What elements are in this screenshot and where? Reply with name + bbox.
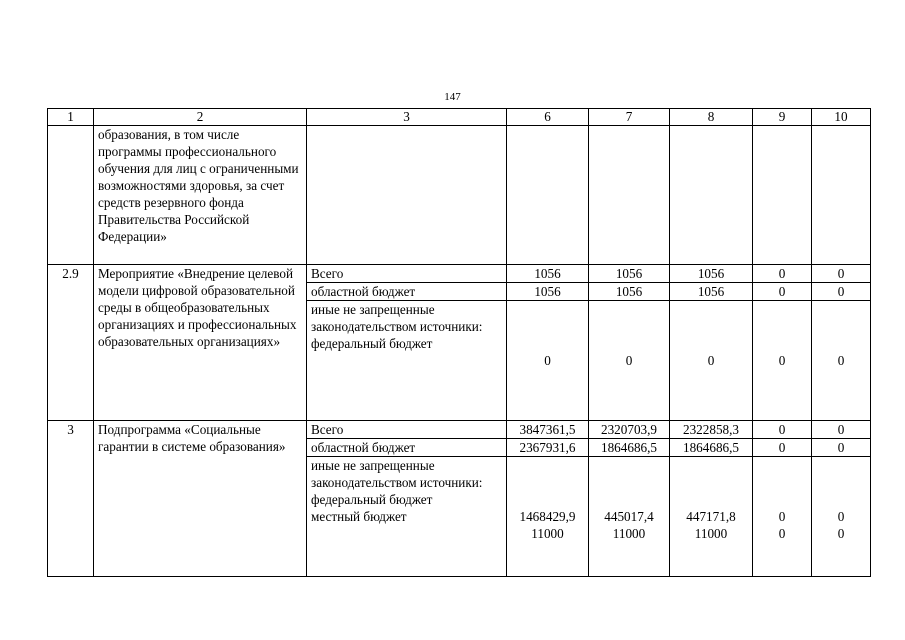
value-cell: 0 bbox=[753, 283, 812, 301]
header-cell: 9 bbox=[753, 109, 812, 126]
source-label: областной бюджет bbox=[307, 283, 507, 301]
value-cell: 0 bbox=[670, 301, 753, 421]
value-cell: 1864686,5 bbox=[670, 439, 753, 457]
value-cell: 447171,8 11000 bbox=[670, 457, 753, 577]
row-number: 3 bbox=[48, 421, 94, 577]
header-cell: 10 bbox=[812, 109, 871, 126]
header-cell: 1 bbox=[48, 109, 94, 126]
source-label: иные не запрещенные законодательством источники: федеральный бюджет bbox=[307, 301, 507, 421]
activity-name-cell: образования, в том числе программы профессионального обучения для лиц с ограниченными возможностями здоровья, за счет средств резервного фонда Правительства Российской Федерации» bbox=[94, 126, 307, 265]
table-row-3-total bbox=[48, 421, 871, 439]
value-cell: 3847361,5 bbox=[507, 421, 589, 439]
value-cell: 2322858,3 bbox=[670, 421, 753, 439]
value-cell: 0 bbox=[589, 301, 670, 421]
value-cell: 445017,4 11000 bbox=[589, 457, 670, 577]
source-label: Всего bbox=[307, 265, 507, 283]
value-cell: 0 bbox=[812, 265, 871, 283]
source-label: иные не запрещенные законодательством источники: федеральный бюджет местный бюджет bbox=[307, 457, 507, 577]
local-budget-label: местный бюджет bbox=[311, 509, 407, 524]
header-cell: 3 bbox=[307, 109, 507, 126]
value-cell: 0 bbox=[753, 421, 812, 439]
value-cell: 1056 bbox=[589, 265, 670, 283]
value-cell: 0 0 bbox=[812, 457, 871, 577]
value-cell: 1056 bbox=[589, 283, 670, 301]
value-cell: 1056 bbox=[670, 265, 753, 283]
value-cell: 0 bbox=[753, 301, 812, 421]
value-cell: 2320703,9 bbox=[589, 421, 670, 439]
value-cell: 1056 bbox=[670, 283, 753, 301]
page-number: 147 bbox=[444, 91, 461, 103]
header-row bbox=[48, 109, 871, 126]
value-cell: 1056 bbox=[507, 283, 589, 301]
header-cell: 7 bbox=[589, 109, 670, 126]
federal-budget-label: федеральный бюджет bbox=[311, 336, 433, 351]
value-cell: 1864686,5 bbox=[589, 439, 670, 457]
value-cell: 0 bbox=[507, 301, 589, 421]
value-cell: 0 bbox=[812, 283, 871, 301]
value-cell: 0 bbox=[753, 265, 812, 283]
row-number: 2.9 bbox=[48, 265, 94, 421]
value-cell: 0 bbox=[812, 421, 871, 439]
value-cell: 1468429,9 11000 bbox=[507, 457, 589, 577]
value-cell: 0 bbox=[812, 301, 871, 421]
source-label: областной бюджет bbox=[307, 439, 507, 457]
table-row-2-9-total bbox=[48, 265, 871, 283]
header-cell: 2 bbox=[94, 109, 307, 126]
value-cell: 1056 bbox=[507, 265, 589, 283]
value-cell: 2367931,6 bbox=[507, 439, 589, 457]
value-cell: 0 bbox=[812, 439, 871, 457]
header-cell: 6 bbox=[507, 109, 589, 126]
value-cell: 0 bbox=[753, 439, 812, 457]
table-row-continued bbox=[48, 126, 871, 265]
source-label: Всего bbox=[307, 421, 507, 439]
federal-budget-label: федеральный бюджет bbox=[311, 492, 433, 507]
activity-name-cell: Подпрограмма «Социальные гарантии в системе образования» bbox=[94, 421, 307, 577]
value-cell: 0 0 bbox=[753, 457, 812, 577]
activity-name-cell: Мероприятие «Внедрение целевой модели цифровой образовательной среды в общеобразовательных организациях и профессиональных образовательных организациях» bbox=[94, 265, 307, 421]
budget-table bbox=[47, 108, 871, 577]
header-cell: 8 bbox=[670, 109, 753, 126]
